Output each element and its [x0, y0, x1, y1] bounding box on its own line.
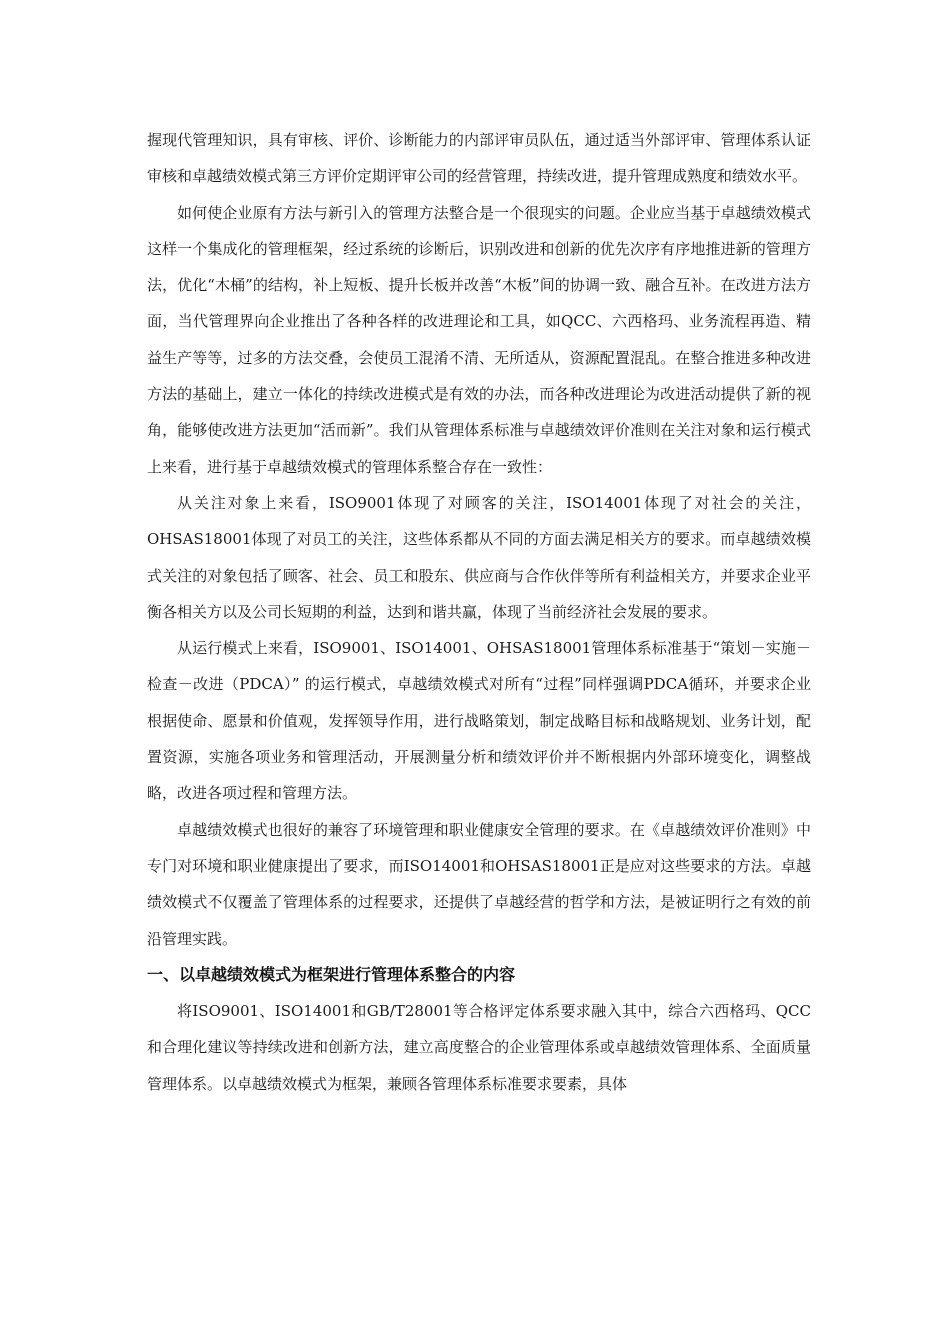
paragraph-focus-objects: 从关注对象上来看，ISO9001体现了对顾客的关注，ISO14001体现了对社会的关注，OHSAS18001体现了对员工的关注，这些体系都从不同的方面去满足相关方的要求。而卓越绩效模式关注的对象包括了顾客、社会、员工和股东、供应商与合作伙伴等所有利益相关方，并要求企业平衡各相关方以及公司长短期的利益，达到和谐共赢，体现了当前经济社会发展的要求。: [147, 493, 811, 621]
paragraph-compatibility: 卓越绩效模式也很好的兼容了环境管理和职业健康安全管理的要求。在《卓越绩效评价准则》中专门对环境和职业健康提出了要求，而ISO14001和OHSAS18001正是应对这些要求的方法。卓越绩效模式不仅覆盖了管理体系的过程要求，还提供了卓越经营的哲学和方法，是被证明行之有效的前沿管理实践。: [147, 820, 811, 948]
paragraph-integration-content: 将ISO9001、ISO14001和GB/T28001等合格评定体系要求融入其中，综合六西格玛、QCC和合理化建议等持续改进和创新方法，建立高度整合的企业管理体系或卓越绩效管理体系、全面质量管理体系。以卓越绩效模式为框架，兼顾各管理体系标准要求要素，具体: [147, 1002, 811, 1093]
paragraph-integration-methods: 如何使企业原有方法与新引入的管理方法整合是一个很现实的问题。企业应当基于卓越绩效模式这样一个集成化的管理框架，经过系统的诊断后，识别改进和创新的优先次序有序地推进新的管理方法，优化“木桶”的结构，补上短板、提升长板并改善“木板”间的协调一致、融合互补。在改进方法方面，当代管理界向企业推出了各种各样的改进理论和工具，如QCC、六西格玛、业务流程再造、精益生产等等，过多的方法交叠，会使员工混淆不清、无所适从，资源配置混乱。在整合推进多种改进方法的基础上，建立一体化的持续改进模式是有效的办法，而各种改进理论为改进活动提供了新的视角，能够使改进方法更加“活而新”。我们从管理体系标准与卓越绩效评价准则在关注对象和运行模式上来看，进行基于卓越绩效模式的管理体系整合存在一致性：: [147, 203, 811, 476]
section-heading: 一、以卓越绩效模式为框架进行管理体系整合的内容: [147, 964, 516, 984]
paragraph-continuation: 握现代管理知识，具有审核、评价、诊断能力的内部评审员队伍，通过适当外部评审、管理体系认证审核和卓越绩效模式第三方评价定期评审公司的经营管理，持续改进，提升管理成熟度和绩效水平。: [147, 131, 811, 186]
document-body: [147, 122, 811, 1102]
paragraph-operation-mode: 从运行模式上来看，ISO9001、ISO14001、OHSAS18001管理体系标准基于“策划－实施－检查－改进（PDCA）” 的运行模式，卓越绩效模式对所有“过程”同样强调PDCA循环，并要求企业根据使命、愿景和价值观，发挥领导作用，进行战略策划，制定战略目标和战略规划、业务计划，配置资源，实施各项业务和管理活动，开展测量分析和绩效评价并不断根据内外部环境变化，调整战略，改进各项过程和管理方法。: [147, 639, 811, 803]
